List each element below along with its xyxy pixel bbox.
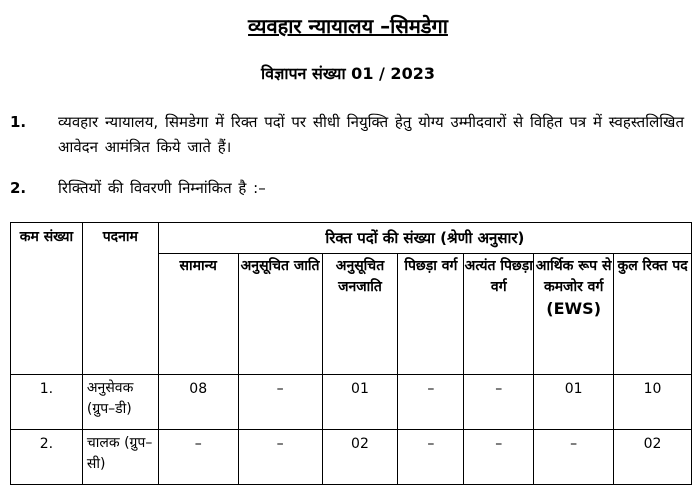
cell-post: चालक (ग्रुप–सी) — [82, 430, 158, 485]
paragraph-number: 1. — [10, 113, 27, 131]
cell-general: – — [158, 430, 238, 485]
header-st: अनुसूचित जनजाति — [322, 254, 398, 375]
header-bc: पिछड़ा वर्ग — [398, 254, 464, 375]
paragraph-1 — [10, 110, 684, 160]
cell-sc: – — [238, 430, 322, 485]
page-title: व्यवहार न्यायालय –सिमडेगा — [248, 14, 448, 38]
header-general: सामान्य — [158, 254, 238, 375]
cell-ews: – — [534, 430, 614, 485]
cell-serial: 2. — [11, 430, 83, 485]
paragraph-number: 2. — [10, 179, 27, 197]
notice-number: विज्ञापन संख्या 01 / 2023 — [261, 64, 435, 83]
cell-ebc: – — [464, 430, 534, 485]
cell-ebc: – — [464, 375, 534, 430]
table-row — [11, 375, 692, 430]
header-ews: आर्थिक रूप से कमजोर वर्ग (EWS) — [534, 254, 614, 375]
paragraph-text: व्यवहार न्यायालय, सिमडेगा में रिक्त पदों पर सीधी नियुक्ति हेतु योग्य उम्मीदवारों से विहित पत्र में स्वहस्तलिखित आवेदन आमंत्रित किये जाते हैं। — [58, 113, 684, 156]
table-row — [11, 430, 692, 485]
header-category-group: रिक्त पदों की संख्या (श्रेणी अनुसार) — [158, 223, 691, 254]
cell-sc: – — [238, 375, 322, 430]
cell-st: 01 — [322, 375, 398, 430]
cell-bc: – — [398, 430, 464, 485]
cell-serial: 1. — [11, 375, 83, 430]
header-serial: कम संख्या — [11, 223, 83, 375]
cell-bc: – — [398, 375, 464, 430]
vacancy-table — [10, 222, 692, 485]
paragraph-text: रिक्तियों की विवरणी निम्नांकित है :– — [58, 179, 266, 197]
cell-st: 02 — [322, 430, 398, 485]
header-total: कुल रिक्त पद — [614, 254, 692, 375]
paragraph-2 — [10, 176, 684, 201]
cell-total: 10 — [614, 375, 692, 430]
cell-total: 02 — [614, 430, 692, 485]
cell-general: 08 — [158, 375, 238, 430]
cell-post: अनुसेवक (ग्रुप–डी) — [82, 375, 158, 430]
header-sc: अनुसूचित जाति — [238, 254, 322, 375]
header-post: पदनाम — [82, 223, 158, 375]
cell-ews: 01 — [534, 375, 614, 430]
header-ebc: अत्यंत पिछड़ा वर्ग — [464, 254, 534, 375]
